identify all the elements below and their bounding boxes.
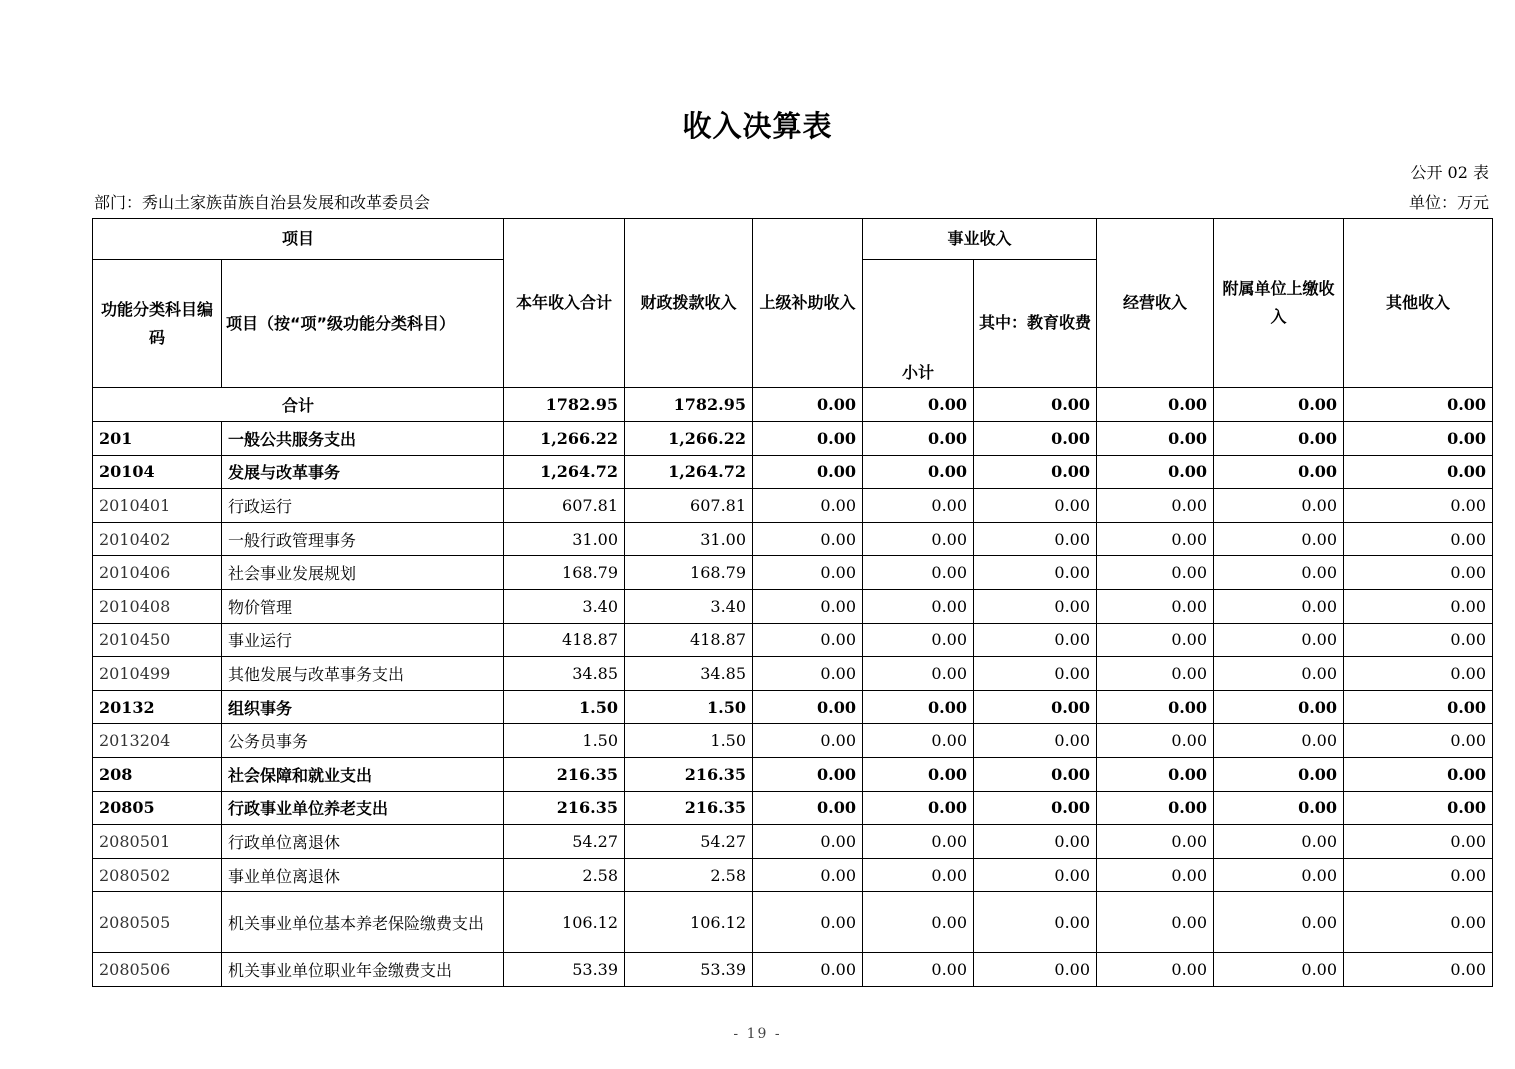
row-value: 0.00: [974, 489, 1097, 523]
row-code: 2080501: [93, 825, 222, 859]
row-value: 0.00: [753, 791, 863, 825]
row-value: 106.12: [504, 892, 625, 953]
row-value: 0.00: [1344, 657, 1493, 691]
row-value: 0.00: [1097, 556, 1214, 590]
row-code: 208: [93, 757, 222, 791]
table-row: [93, 791, 1493, 825]
row-value: 216.35: [625, 757, 753, 791]
row-value: 607.81: [625, 489, 753, 523]
header-func-code: 功能分类科目编码: [93, 260, 222, 388]
row-value: 0.00: [974, 953, 1097, 987]
row-value: 0.00: [753, 589, 863, 623]
header-operating: 经营收入: [1097, 219, 1214, 388]
table-row: [93, 522, 1493, 556]
total-value: 0.00: [1214, 388, 1344, 422]
table-header: [93, 219, 1493, 388]
row-value: 0.00: [1097, 690, 1214, 724]
table-row: [93, 858, 1493, 892]
row-value: 168.79: [504, 556, 625, 590]
row-value: 0.00: [974, 892, 1097, 953]
row-value: 0.00: [753, 623, 863, 657]
table-row: [93, 489, 1493, 523]
row-value: 0.00: [1214, 589, 1344, 623]
row-value: 0.00: [974, 422, 1097, 456]
table-row: [93, 690, 1493, 724]
row-value: 0.00: [974, 455, 1097, 489]
row-name: 机关事业单位基本养老保险缴费支出: [222, 892, 504, 953]
row-value: 0.00: [863, 589, 974, 623]
total-value: 0.00: [863, 388, 974, 422]
row-value: 216.35: [504, 791, 625, 825]
row-value: 0.00: [1344, 892, 1493, 953]
row-value: 0.00: [1344, 589, 1493, 623]
row-value: 1,266.22: [625, 422, 753, 456]
row-value: 0.00: [863, 489, 974, 523]
row-code: 2010408: [93, 589, 222, 623]
row-value: 0.00: [1214, 522, 1344, 556]
department-label: 部门：秀山土家族苗族自治县发展和改革委员会: [94, 193, 431, 212]
header-func-name: 项目（按“项”级功能分类科目）: [222, 260, 504, 388]
total-value: 0.00: [753, 388, 863, 422]
row-value: 0.00: [1097, 522, 1214, 556]
row-value: 0.00: [1214, 825, 1344, 859]
row-code: 2010406: [93, 556, 222, 590]
row-value: 53.39: [504, 953, 625, 987]
row-name: 一般行政管理事务: [222, 522, 504, 556]
row-value: 0.00: [753, 825, 863, 859]
row-value: 0.00: [974, 690, 1097, 724]
table-row: [93, 892, 1493, 953]
row-value: 31.00: [625, 522, 753, 556]
table-row: [93, 657, 1493, 691]
row-code: 2010450: [93, 623, 222, 657]
header-fiscal: 财政拨款收入: [625, 219, 753, 388]
row-name: 社会事业发展规划: [222, 556, 504, 590]
table-row: [93, 589, 1493, 623]
row-value: 418.87: [625, 623, 753, 657]
row-value: 0.00: [1344, 556, 1493, 590]
row-value: 0.00: [1097, 757, 1214, 791]
row-value: 106.12: [625, 892, 753, 953]
row-value: 0.00: [1214, 556, 1344, 590]
row-code: 2080506: [93, 953, 222, 987]
row-value: 0.00: [1214, 690, 1344, 724]
row-value: 0.00: [753, 953, 863, 987]
row-value: 0.00: [863, 858, 974, 892]
row-value: 0.00: [1214, 422, 1344, 456]
row-value: 31.00: [504, 522, 625, 556]
row-name: 机关事业单位职业年金缴费支出: [222, 953, 504, 987]
row-value: 0.00: [753, 422, 863, 456]
row-value: 3.40: [625, 589, 753, 623]
row-code: 2080502: [93, 858, 222, 892]
row-value: 0.00: [1214, 892, 1344, 953]
table-row: [93, 422, 1493, 456]
row-code: 2080505: [93, 892, 222, 953]
header-subtotal: 小计: [863, 260, 974, 388]
row-value: 0.00: [974, 858, 1097, 892]
row-name: 事业单位离退休: [222, 858, 504, 892]
row-value: 0.00: [974, 757, 1097, 791]
row-value: 0.00: [753, 455, 863, 489]
header-total-income: 本年收入合计: [504, 219, 625, 388]
row-value: 0.00: [863, 892, 974, 953]
row-value: 0.00: [863, 791, 974, 825]
row-value: 1,264.72: [504, 455, 625, 489]
row-value: 0.00: [753, 724, 863, 758]
total-value: 1782.95: [625, 388, 753, 422]
row-name: 公务员事务: [222, 724, 504, 758]
row-value: 0.00: [863, 455, 974, 489]
row-value: 0.00: [1344, 757, 1493, 791]
header-superior-subsidy: 上级补助收入: [753, 219, 863, 388]
total-value: 0.00: [1344, 388, 1493, 422]
row-value: 0.00: [753, 657, 863, 691]
row-value: 0.00: [753, 489, 863, 523]
row-name: 物价管理: [222, 589, 504, 623]
row-value: 34.85: [625, 657, 753, 691]
total-label: 合计: [93, 388, 504, 422]
row-name: 组织事务: [222, 690, 504, 724]
row-value: 1.50: [504, 690, 625, 724]
row-value: 0.00: [863, 522, 974, 556]
row-code: 2010499: [93, 657, 222, 691]
row-code: 20132: [93, 690, 222, 724]
row-value: 0.00: [1097, 858, 1214, 892]
row-value: 0.00: [1097, 489, 1214, 523]
row-value: 0.00: [1097, 623, 1214, 657]
row-value: 0.00: [1214, 757, 1344, 791]
total-value: 1782.95: [504, 388, 625, 422]
row-name: 其他发展与改革事务支出: [222, 657, 504, 691]
row-value: 0.00: [863, 657, 974, 691]
row-value: 216.35: [625, 791, 753, 825]
row-value: 216.35: [504, 757, 625, 791]
row-code: 2010401: [93, 489, 222, 523]
row-value: 0.00: [1344, 690, 1493, 724]
row-value: 0.00: [1097, 791, 1214, 825]
row-name: 行政单位离退休: [222, 825, 504, 859]
table-row: [93, 757, 1493, 791]
row-value: 0.00: [1344, 791, 1493, 825]
row-value: 0.00: [753, 858, 863, 892]
table-row: [93, 556, 1493, 590]
header-project: 项目: [93, 219, 504, 260]
row-value: 0.00: [1097, 422, 1214, 456]
row-name: 社会保障和就业支出: [222, 757, 504, 791]
row-value: 0.00: [1344, 489, 1493, 523]
total-value: 0.00: [1097, 388, 1214, 422]
row-code: 2010402: [93, 522, 222, 556]
row-value: 0.00: [1097, 657, 1214, 691]
row-value: 0.00: [863, 757, 974, 791]
page-number: - 19 -: [733, 1026, 782, 1042]
row-code: 20805: [93, 791, 222, 825]
table-body: [93, 388, 1493, 987]
row-name: 事业运行: [222, 623, 504, 657]
row-value: 2.58: [625, 858, 753, 892]
row-value: 0.00: [753, 757, 863, 791]
row-value: 0.00: [1344, 455, 1493, 489]
row-value: 0.00: [1344, 422, 1493, 456]
row-value: 0.00: [863, 690, 974, 724]
row-value: 0.00: [1344, 724, 1493, 758]
row-value: 53.39: [625, 953, 753, 987]
row-value: 0.00: [1214, 657, 1344, 691]
row-value: 418.87: [504, 623, 625, 657]
row-name: 行政运行: [222, 489, 504, 523]
header-affiliated: 附属单位上缴收入: [1214, 219, 1344, 388]
form-number: 公开 02 表: [1410, 163, 1489, 182]
row-value: 0.00: [1214, 489, 1344, 523]
row-value: 2.58: [504, 858, 625, 892]
row-value: 0.00: [753, 690, 863, 724]
row-value: 0.00: [863, 556, 974, 590]
row-code: 2013204: [93, 724, 222, 758]
row-value: 0.00: [1214, 791, 1344, 825]
table-row: [93, 825, 1493, 859]
row-value: 0.00: [974, 589, 1097, 623]
row-value: 0.00: [1344, 858, 1493, 892]
row-value: 0.00: [1097, 589, 1214, 623]
row-value: 0.00: [863, 623, 974, 657]
table-row: [93, 623, 1493, 657]
row-value: 3.40: [504, 589, 625, 623]
table-row: [93, 724, 1493, 758]
header-business-income: 事业收入: [863, 219, 1097, 260]
row-value: 0.00: [1344, 623, 1493, 657]
unit-label: 单位：万元: [1408, 193, 1489, 212]
row-value: 0.00: [1097, 724, 1214, 758]
row-value: 0.00: [1097, 953, 1214, 987]
row-value: 0.00: [1214, 953, 1344, 987]
row-value: 0.00: [974, 556, 1097, 590]
row-value: 34.85: [504, 657, 625, 691]
row-code: 20104: [93, 455, 222, 489]
row-value: 0.00: [974, 623, 1097, 657]
row-value: 0.00: [974, 791, 1097, 825]
row-value: 0.00: [753, 892, 863, 953]
row-value: 607.81: [504, 489, 625, 523]
row-value: 0.00: [863, 825, 974, 859]
row-value: 54.27: [625, 825, 753, 859]
total-row: [93, 388, 1493, 422]
row-value: 1.50: [625, 724, 753, 758]
header-education-fee: 其中：教育收费: [974, 260, 1097, 388]
row-value: 1,266.22: [504, 422, 625, 456]
row-value: 1.50: [504, 724, 625, 758]
row-value: 0.00: [863, 953, 974, 987]
row-value: 0.00: [1097, 825, 1214, 859]
row-value: 0.00: [1344, 522, 1493, 556]
income-settlement-table: [92, 218, 1493, 987]
row-value: 0.00: [1097, 892, 1214, 953]
row-value: 0.00: [974, 657, 1097, 691]
row-value: 0.00: [863, 724, 974, 758]
header-other: 其他收入: [1344, 219, 1493, 388]
row-value: 0.00: [1097, 455, 1214, 489]
row-value: 0.00: [974, 522, 1097, 556]
row-value: 168.79: [625, 556, 753, 590]
report-title: 收入决算表: [682, 109, 833, 143]
row-value: 0.00: [974, 825, 1097, 859]
row-name: 行政事业单位养老支出: [222, 791, 504, 825]
row-value: 0.00: [1214, 724, 1344, 758]
row-value: 0.00: [1214, 455, 1344, 489]
row-name: 一般公共服务支出: [222, 422, 504, 456]
row-code: 201: [93, 422, 222, 456]
row-value: 54.27: [504, 825, 625, 859]
row-value: 0.00: [1214, 858, 1344, 892]
row-name: 发展与改革事务: [222, 455, 504, 489]
row-value: 0.00: [753, 522, 863, 556]
row-value: 1,264.72: [625, 455, 753, 489]
row-value: 0.00: [753, 556, 863, 590]
row-value: 0.00: [1344, 825, 1493, 859]
table-row: [93, 953, 1493, 987]
total-value: 0.00: [974, 388, 1097, 422]
row-value: 0.00: [1344, 953, 1493, 987]
table-row: [93, 455, 1493, 489]
row-value: 0.00: [863, 422, 974, 456]
row-value: 1.50: [625, 690, 753, 724]
row-value: 0.00: [974, 724, 1097, 758]
row-value: 0.00: [1214, 623, 1344, 657]
